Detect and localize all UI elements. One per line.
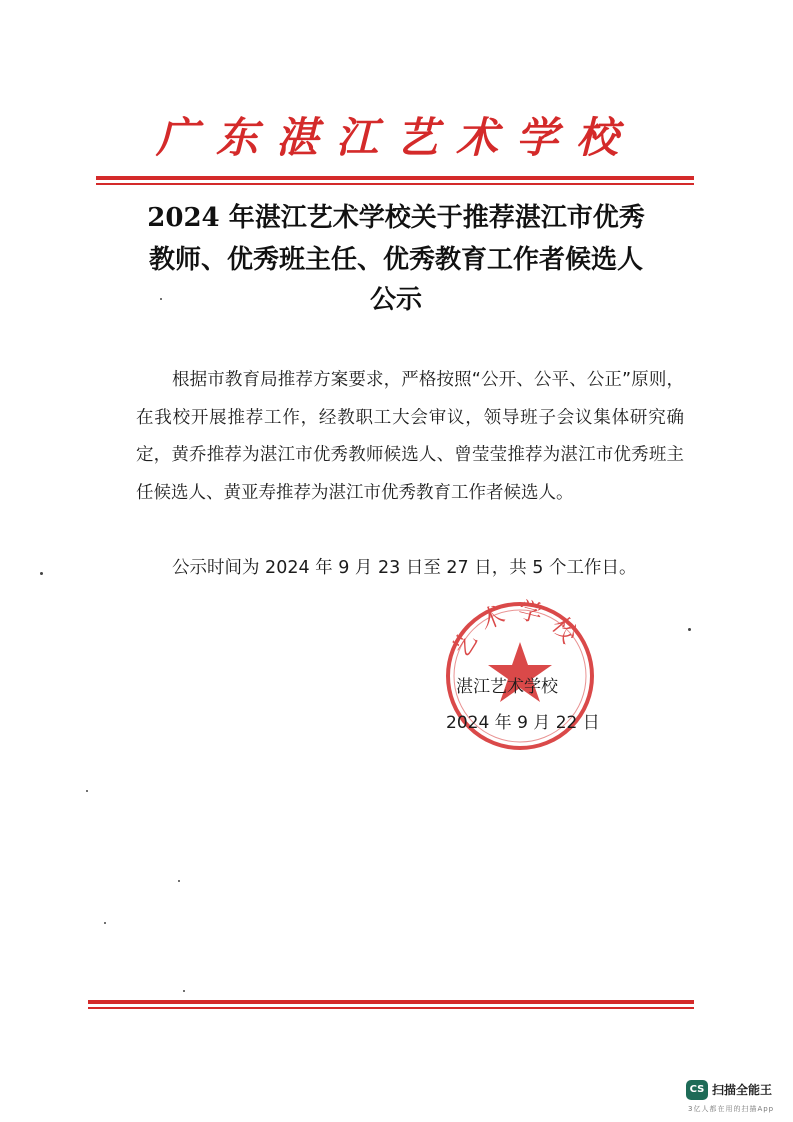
scan-speck xyxy=(86,790,88,792)
scan-speck xyxy=(40,572,43,575)
signature-date: 2024 年 9 月 22 日 xyxy=(446,713,600,733)
body-paragraph-2: 公示时间为 2024 年 9 月 23 日至 27 日，共 5 个工作日。 xyxy=(172,558,637,578)
title-line-2: 教师、优秀班主任、优秀教育工作者候选人 xyxy=(148,245,643,275)
scanner-app-watermark xyxy=(686,1080,790,1116)
title-line-1: 2024 年湛江艺术学校关于推荐湛江市优秀 xyxy=(147,203,645,233)
scan-speck xyxy=(160,298,162,300)
scan-speck xyxy=(688,628,691,631)
signature-organization: 湛江艺术学校 xyxy=(456,677,558,697)
seal-text: 艺术学校 xyxy=(446,596,590,663)
scan-speck xyxy=(178,880,180,882)
letterhead-rule-bottom xyxy=(88,1000,694,1009)
scanner-app-tagline: 3亿人都在用的扫描App xyxy=(688,1105,775,1113)
letterhead-school-name: 广东湛江艺术学校 xyxy=(155,113,636,162)
scanner-app-name: 扫描全能王 xyxy=(712,1083,773,1097)
letterhead-rule-top xyxy=(96,176,694,185)
scan-speck xyxy=(183,990,185,992)
title-line-3: 公示 xyxy=(369,285,422,315)
body-paragraph-1: 根据市教育局推荐方案要求，严格按照“公开、公平、公正”原则，在我校开展推荐工作，经教职工大会审议，领导班子会议集体研究确定，黄乔推荐为湛江市优秀教师候选人、曾莹莹推荐为湛江市优秀班主任候选人、黄亚寿推荐为湛江市优秀教育工作者候选人。 xyxy=(136,370,684,503)
scanner-app-logo-icon: CS xyxy=(686,1080,708,1100)
scan-speck xyxy=(104,922,106,924)
